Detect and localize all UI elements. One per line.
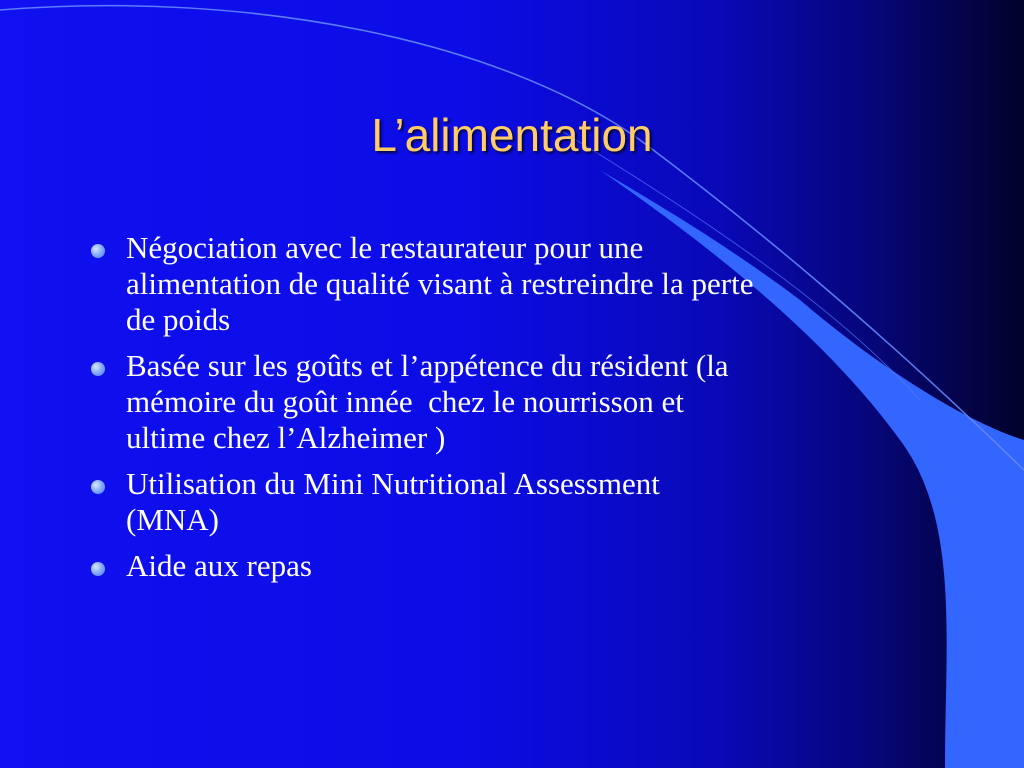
bullet-dot-icon — [91, 562, 105, 576]
bullet-item — [88, 230, 948, 338]
bullet-text: Utilisation du Mini Nutritional Assessment (MNA) — [126, 466, 660, 537]
bullet-item — [88, 466, 948, 538]
bullet-dot-icon — [91, 480, 105, 494]
bullet-text: Basée sur les goûts et l’appétence du résident (la mémoire du goût innée chez le nourrisson et ultime chez l’Alzheimer ) — [126, 348, 729, 455]
bullet-dot-icon — [91, 244, 105, 258]
slide-title: L’alimentation — [371, 109, 653, 161]
bullet-dot-icon — [91, 362, 105, 376]
bullet-text: Aide aux repas — [126, 548, 312, 583]
bullet-item — [88, 348, 948, 456]
bullet-text: Négociation avec le restaurateur pour une alimentation de qualité visant à restreindre la perte de poids — [126, 230, 754, 337]
bullet-item — [88, 548, 948, 584]
bullet-list — [88, 230, 948, 594]
